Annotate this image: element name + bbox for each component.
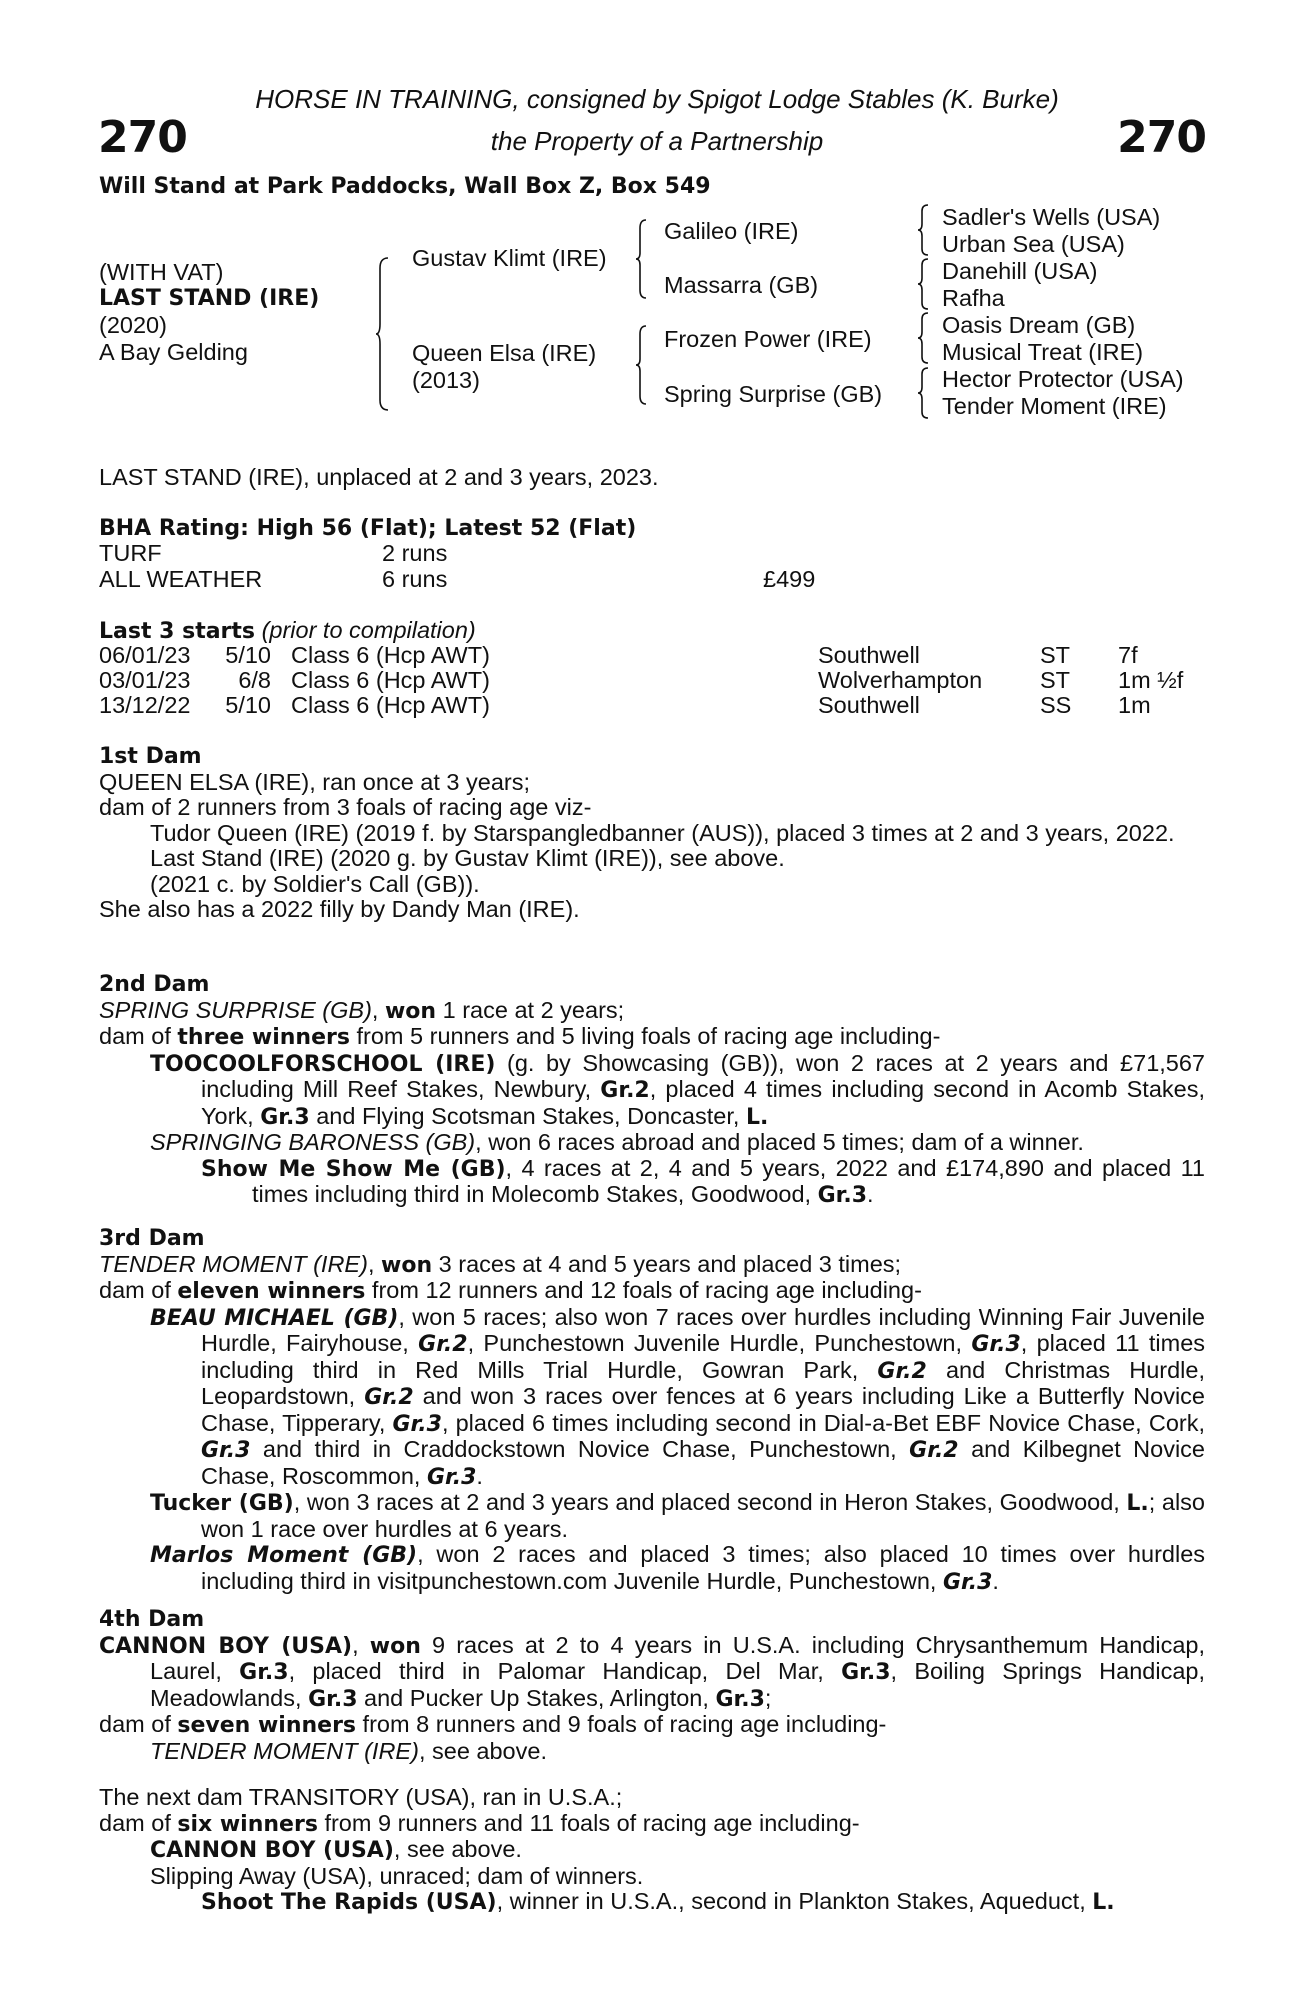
- record-text: , 4 races at 2, 4 and 5 years, 2022 and £174,890 and placed 11 times including third in Molecomb Stakes, Goodwood,: [252, 1154, 1205, 1207]
- record-text: ; also won 1 race over hurdles at 6 years.: [201, 1489, 1205, 1542]
- won-word: won: [381, 1252, 433, 1278]
- record-text: and Christmas Hurdle, Leopardstown,: [201, 1356, 1205, 1409]
- produce-entry: (2021 c. by Soldier's Call (GB)).: [150, 870, 480, 897]
- runner-name: Marlos Moment (GB): [150, 1543, 418, 1568]
- start-going: SS: [1040, 692, 1072, 718]
- record-text: 3 races at 4 and 5 years and placed 3 times;: [432, 1250, 902, 1277]
- record-text: and Kilbegnet Novice Chase, Roscommon,: [201, 1436, 1206, 1489]
- separator: ,: [367, 1250, 381, 1277]
- pedigree-dss: Oasis Dream (GB): [942, 312, 1136, 338]
- last-starts-title: Last 3 starts: [99, 619, 256, 644]
- record-text: .: [867, 1181, 874, 1207]
- won-word: won: [384, 998, 437, 1024]
- runner-name: BEAU MICHAEL (GB): [150, 1305, 399, 1331]
- third-dam-section: [99, 1226, 1205, 1595]
- start-position: 5/10: [225, 692, 271, 718]
- runner-name: Show Me Show Me (GB): [201, 1156, 506, 1182]
- grade-mark: Gr.3: [308, 1686, 358, 1712]
- runner-name: Tucker (GB): [150, 1491, 294, 1516]
- intro-text: from 9 runners and 11 foals of racing age including-: [317, 1809, 860, 1836]
- fourth-dam-produce-intro: [99, 1712, 1205, 1739]
- grade-mark: Gr.2: [877, 1358, 927, 1384]
- pedigree-sds: Danehill (USA): [942, 258, 1098, 284]
- start-date: 13/12/22: [99, 692, 191, 718]
- grade-mark: L.: [1092, 1890, 1115, 1915]
- grade-mark: Gr.3: [817, 1183, 868, 1208]
- pedigree-sss: Sadler's Wells (USA): [942, 204, 1161, 230]
- record-text: ;: [764, 1684, 772, 1711]
- grade-mark: Gr.3: [239, 1660, 289, 1685]
- start-going: ST: [1040, 667, 1071, 693]
- dam-name: SPRING SURPRISE (GB): [99, 996, 372, 1023]
- pedigree-sire-dam: Massarra (GB): [664, 272, 819, 298]
- start-race: Class 6 (Hcp AWT): [291, 692, 490, 718]
- stand-location: Will Stand at Park Paddocks, Wall Box Z, Box 549: [99, 174, 711, 199]
- record-text: 1 race at 2 years;: [436, 996, 625, 1023]
- grade-mark: Gr.2: [600, 1078, 650, 1103]
- fourth-dam-title: 4th Dam: [99, 1607, 205, 1632]
- record-text: .: [992, 1567, 999, 1594]
- grade-mark: Gr.2: [418, 1332, 468, 1357]
- produce-entry: Slipping Away (USA), unraced; dam of winners.: [150, 1862, 644, 1889]
- grade-mark: Gr.3: [201, 1438, 251, 1463]
- second-dam-produce-intro: [99, 1024, 1205, 1051]
- third-dam-line: [99, 1252, 1205, 1279]
- pedigree-dam: Queen Elsa (IRE): [412, 340, 597, 366]
- produce-entry: [99, 1739, 1205, 1765]
- record-text: , placed 11 times including third in Red Mills Trial Hurdle, Gowran Park,: [201, 1330, 1206, 1383]
- second-dam-title: 2nd Dam: [99, 972, 210, 997]
- start-date: 06/01/23: [99, 642, 191, 668]
- second-dam-section: [99, 972, 1205, 1209]
- intro-text: dam of: [99, 1809, 178, 1836]
- start-distance: 7f: [1118, 642, 1138, 668]
- record-text: (g. by Showcasing (GB)), won 2 races at 2 years and £71,567 including Mill Reef Stakes, Newbury,: [201, 1049, 1205, 1102]
- pedigree-dam-dam: Spring Surprise (GB): [664, 381, 883, 407]
- grade-mark: Gr.3: [426, 1464, 477, 1490]
- last-starts-note: (prior to compilation): [261, 617, 476, 643]
- pedigree-bracket-main: [376, 258, 396, 410]
- grade-mark: Gr.3: [715, 1686, 765, 1712]
- pedigree-bracket-sire: [636, 220, 650, 298]
- pedigree-bracket-ds: [918, 313, 932, 363]
- horse-year: (2020): [99, 312, 167, 338]
- first-dam-section: [99, 744, 1205, 923]
- produce-entry: [99, 1156, 1205, 1209]
- start-course: Wolverhampton: [818, 667, 983, 693]
- fourth-dam-section: [99, 1607, 1205, 1764]
- pedigree-sire-sire: Galileo (IRE): [664, 218, 799, 244]
- grade-mark: Gr.3: [971, 1332, 1021, 1357]
- pedigree-ddd: Tender Moment (IRE): [942, 393, 1167, 419]
- produce-entry: [99, 1837, 1205, 1864]
- separator: ,: [371, 996, 385, 1023]
- grade-mark: L.: [1126, 1491, 1149, 1516]
- grade-mark: L.: [745, 1104, 769, 1130]
- consignor-line: HORSE IN TRAINING, consigned by Spigot Lodge Stables (K. Burke): [255, 84, 1059, 114]
- record-text: , Punchestown Juvenile Hurdle, Punchestown,: [467, 1330, 972, 1356]
- start-going: ST: [1040, 642, 1071, 668]
- pedigree-sire: Gustav Klimt (IRE): [412, 245, 607, 271]
- first-dam-title: 1st Dam: [99, 744, 202, 769]
- record-text: and Pucker Up Stakes, Arlington,: [357, 1684, 716, 1711]
- dam-name: CANNON BOY (USA): [99, 1633, 353, 1659]
- record-text: , won 3 races at 2 and 3 years and placed second in Heron Stakes, Goodwood,: [293, 1489, 1127, 1515]
- property-line: the Property of a Partnership: [490, 126, 824, 156]
- grade-mark: Gr.2: [364, 1385, 414, 1410]
- first-dam-line: QUEEN ELSA (IRE), ran once at 3 years;: [99, 768, 531, 795]
- start-course: Southwell: [818, 642, 920, 668]
- record-text: and Flying Scotsman Stakes, Doncaster,: [309, 1102, 746, 1129]
- intro-text: dam of: [99, 1023, 178, 1049]
- record-text: , winner in U.S.A., second in Plankton Stakes, Aqueduct,: [496, 1888, 1093, 1914]
- record-text: and won 3 races over fences at 6 years including Like a Butterfly Novice Chase, Tipperary,: [201, 1383, 1205, 1436]
- start-race: Class 6 (Hcp AWT): [291, 642, 490, 668]
- produce-entry: [99, 1542, 1205, 1595]
- intro-text: from 8 runners and 9 foals of racing age including-: [356, 1711, 887, 1737]
- aw-runs: 6 runs: [382, 566, 448, 592]
- start-course: Southwell: [818, 692, 920, 718]
- produce-entry: [99, 1889, 1205, 1916]
- winners-count: six winners: [177, 1811, 318, 1837]
- pedigree-sdd: Rafha: [942, 285, 1005, 311]
- won-word: won: [369, 1633, 421, 1659]
- third-dam-produce-intro: [99, 1278, 1205, 1305]
- race-summary: LAST STAND (IRE), unplaced at 2 and 3 years, 2023.: [99, 464, 659, 490]
- produce-entry: [99, 1305, 1205, 1491]
- start-position: 5/10: [225, 642, 271, 668]
- intro-text: from 12 runners and 12 foals of racing age including-: [365, 1277, 922, 1303]
- pedigree-dds: Hector Protector (USA): [942, 366, 1184, 392]
- pedigree-bracket-dd: [918, 368, 932, 418]
- grade-mark: Gr.2: [909, 1438, 959, 1463]
- first-dam-produce-intro: dam of 2 runners from 3 foals of racing age viz-: [99, 794, 592, 820]
- intro-text: dam of: [99, 1711, 178, 1737]
- record-text: 9 races at 2 to 4 years in U.S.A. including Chrysanthemum Handicap, Laurel,: [150, 1631, 1206, 1684]
- horse-name: LAST STAND (IRE): [99, 286, 320, 311]
- separator: ,: [352, 1631, 370, 1658]
- grade-mark: Gr.3: [841, 1660, 891, 1685]
- second-dam-line: [99, 998, 1205, 1025]
- record-text: , placed third in Palomar Handicap, Del Mar,: [288, 1658, 842, 1684]
- turf-runs: 2 runs: [382, 540, 448, 566]
- winners-count: three winners: [177, 1025, 350, 1050]
- produce-entry: [99, 1130, 1205, 1156]
- pedigree-dam-year: (2013): [412, 367, 480, 393]
- lot-number-right: 270: [1117, 112, 1206, 163]
- pedigree-dam-sire: Frozen Power (IRE): [664, 326, 872, 352]
- pedigree-bracket-dam: [636, 326, 650, 404]
- next-dam-produce-intro: [99, 1811, 1205, 1838]
- fourth-dam-line: [99, 1633, 1205, 1713]
- dam-name: TENDER MOMENT (IRE): [99, 1250, 368, 1277]
- intro-text: from 5 runners and 5 living foals of racing age including-: [349, 1023, 941, 1049]
- aw-prize: £499: [763, 566, 816, 592]
- runner-name: SPRINGING BARONESS (GB): [150, 1129, 476, 1155]
- produce-entry: Last Stand (IRE) (2020 g. by Gustav Klimt (IRE)), see above.: [150, 845, 785, 871]
- record-text: , placed 4 times including second in Acomb Stakes, York,: [201, 1076, 1205, 1129]
- record-text: , placed 6 times including second in Dial-a-Bet EBF Novice Chase, Cork,: [441, 1409, 1205, 1436]
- vat-note: (WITH VAT): [99, 259, 224, 285]
- record-text: , see above.: [418, 1737, 547, 1764]
- start-position: 6/8: [238, 667, 271, 693]
- produce-entry: Tudor Queen (IRE) (2019 f. by Starspangledbanner (AUS)), placed 3 times at 2 and 3 years, 2022.: [150, 819, 1175, 846]
- start-distance: 1m: [1118, 692, 1151, 718]
- intro-text: dam of: [99, 1277, 178, 1303]
- start-date: 03/01/23: [99, 667, 191, 693]
- bha-rating: BHA Rating: High 56 (Flat); Latest 52 (Flat): [99, 516, 637, 541]
- grade-mark: Gr.3: [260, 1104, 310, 1130]
- record-text: , won 2 races and placed 3 times; also placed 10 times over hurdles including third in visitpunchestown.com Juvenile Hurdle, Punchestown,: [201, 1541, 1206, 1594]
- record-text: , won 5 races; also won 7 races over hurdles including Winning Fair Juvenile Hurdle, Fairyhouse,: [201, 1303, 1205, 1356]
- lot-number-left: 270: [98, 112, 187, 163]
- produce-entry: [99, 1490, 1205, 1542]
- pedigree-ssd: Urban Sea (USA): [942, 231, 1125, 257]
- winners-count: seven winners: [177, 1713, 357, 1738]
- runner-name: TENDER MOMENT (IRE): [150, 1737, 419, 1764]
- last-starts-heading: [99, 618, 476, 645]
- next-dam-line: The next dam TRANSITORY (USA), ran in U.S.A.;: [99, 1784, 623, 1810]
- winners-count: eleven winners: [177, 1279, 366, 1304]
- first-dam-note: She also has a 2022 filly by Dandy Man (IRE).: [99, 896, 580, 922]
- produce-entry: [99, 1051, 1205, 1131]
- runner-name: CANNON BOY (USA): [150, 1838, 394, 1863]
- record-text: , see above.: [393, 1836, 522, 1862]
- grade-mark: Gr.3: [392, 1411, 442, 1437]
- next-dam-section: [99, 1785, 1205, 1916]
- record-text: , Boiling Springs Handicap, Meadowlands,: [150, 1658, 1205, 1711]
- turf-label: TURF: [99, 540, 162, 566]
- runner-name: Shoot The Rapids (USA): [201, 1890, 497, 1915]
- pedigree-bracket-sd: [918, 259, 932, 309]
- third-dam-title: 3rd Dam: [99, 1226, 205, 1251]
- aw-label: ALL WEATHER: [99, 566, 263, 592]
- pedigree-dsd: Musical Treat (IRE): [942, 339, 1144, 365]
- start-distance: 1m ½f: [1118, 667, 1184, 693]
- record-text: and third in Craddockstown Novice Chase, Punchestown,: [250, 1436, 910, 1462]
- grade-mark: Gr.3: [942, 1569, 993, 1595]
- record-text: , won 6 races abroad and placed 5 times; dam of a winner.: [475, 1129, 1084, 1155]
- pedigree-bracket-ss: [918, 205, 932, 255]
- start-race: Class 6 (Hcp AWT): [291, 667, 490, 693]
- record-text: .: [476, 1462, 483, 1489]
- runner-name: TOOCOOLFORSCHOOL (IRE): [150, 1051, 496, 1077]
- horse-description: A Bay Gelding: [99, 339, 248, 365]
